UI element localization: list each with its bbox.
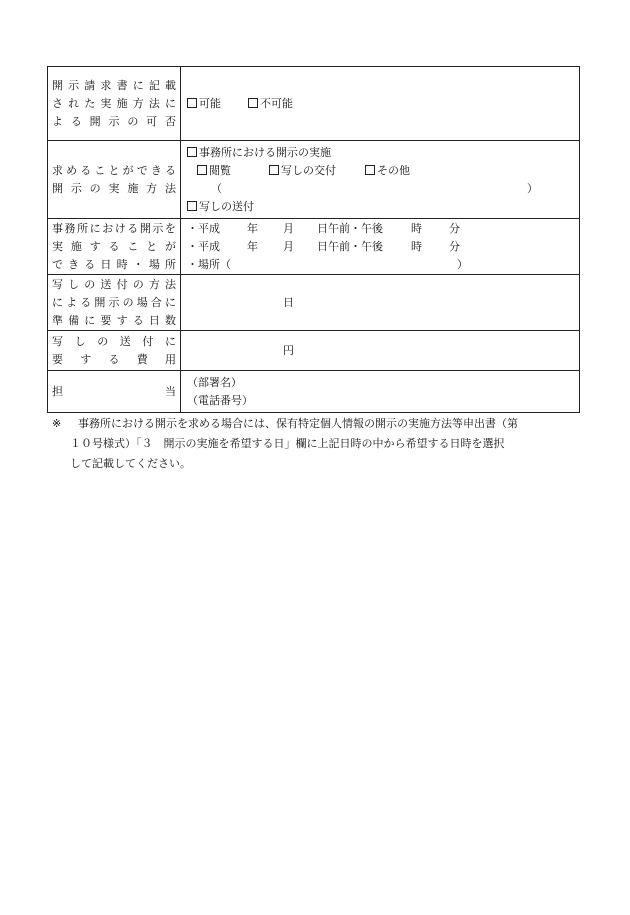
option-copy-delivery: 写しの交付 [281, 163, 336, 177]
row-contact [48, 371, 580, 413]
label-cost: 写 し の 送 付 に 要 す る 費 用 [48, 331, 181, 371]
checkbox-viewing[interactable] [197, 165, 207, 175]
label-preparation-days: 写 し の 送 付 の 方 法 に よ る 開 示 の 場 合 に 準 備 に 要 す る 日 数 [48, 275, 181, 331]
value-available-methods [181, 141, 580, 219]
checkbox-office-disclosure[interactable] [187, 147, 197, 157]
row-preparation-days [48, 275, 580, 331]
label-method-feasibility [48, 67, 181, 141]
value-cost [181, 331, 580, 371]
label-line: 開 示 請 求 書 に 記 載 [52, 78, 176, 92]
paren-close: ） [527, 181, 538, 195]
label-line: よ る 開 示 の 可 否 [52, 114, 176, 128]
datetime-line-2: ・平成 年 月 日午前・午後 時 分 [187, 239, 460, 253]
label-available-methods: 求 め る こ と が で き る 開 示 の 実 施 方 法 [48, 141, 181, 219]
place-line: ・場所（ ） [187, 257, 468, 271]
disclosure-form-table [47, 66, 580, 413]
option-impossible: 不可能 [260, 96, 293, 110]
yen-unit: 円 [283, 343, 294, 357]
phone-line: （電話番号） [187, 393, 253, 407]
row-available-methods [48, 141, 580, 219]
note-line-2: １０号様式）「３ 開示の実施を希望する日」欄に上記日時の中から希望する日時を選択 [70, 437, 505, 450]
checkbox-copy-delivery[interactable] [269, 165, 279, 175]
option-other: その他 [377, 163, 410, 177]
option-office-disclosure: 事務所における開示の実施 [199, 145, 331, 159]
footnote [52, 414, 572, 474]
option-mail-copy: 写しの送付 [199, 199, 254, 213]
row-cost [48, 331, 580, 371]
note-mark: ※ [52, 417, 62, 430]
option-viewing: 閲覧 [209, 163, 231, 177]
label-datetime-place: 事 務 所 に お け る 開 示 を 実 施 す る こ と が で き る 日 時 ・ 場 所 [48, 219, 181, 275]
checkbox-other[interactable] [365, 165, 375, 175]
option-possible: 可能 [199, 96, 221, 110]
row-method-feasibility [48, 67, 580, 141]
value-datetime-place [181, 219, 580, 275]
note-line-1: 事務所における開示を求める場合には、保有特定個人情報の開示の実施方法等申出書（第 [78, 417, 518, 430]
value-preparation-days [181, 275, 580, 331]
value-contact [181, 371, 580, 413]
checkbox-mail-copy[interactable] [187, 201, 197, 211]
days-unit: 日 [283, 295, 294, 309]
label-line: さ れ た 実 施 方 法 に [52, 96, 176, 110]
checkbox-possible[interactable] [187, 98, 197, 108]
row-datetime-place [48, 219, 580, 275]
note-line-3: して記載してください。 [70, 457, 191, 470]
checkbox-impossible[interactable] [248, 98, 258, 108]
datetime-line-1: ・平成 年 月 日午前・午後 時 分 [187, 221, 460, 235]
paren-open: （ [211, 181, 222, 195]
label-contact: 担 当 [48, 371, 181, 413]
value-method-feasibility [181, 67, 580, 141]
department-line: （部署名） [187, 375, 242, 389]
